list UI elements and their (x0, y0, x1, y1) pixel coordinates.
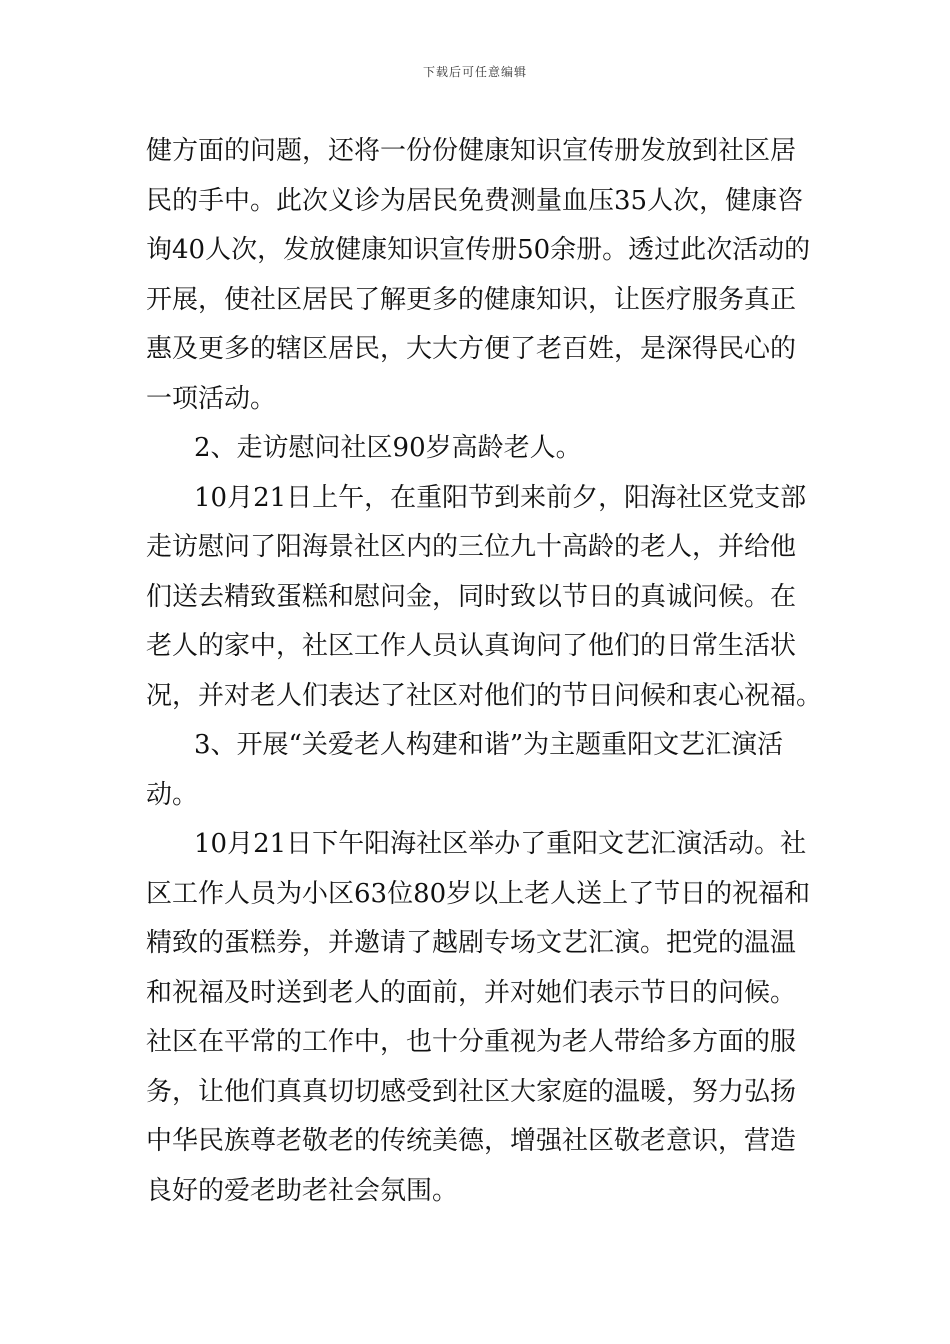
section-heading: 3、开展“关爱老人构建和谐”为主题重阳文艺汇演活 (194, 730, 784, 760)
text-line: 况，并对老人们表达了社区对他们的节日问候和衷心祝福。 (146, 680, 823, 711)
text-line: 动。 (146, 779, 199, 810)
paragraph-start: 10月21日上午，在重阳节到来前夕，阳海社区党支部 (194, 482, 807, 513)
text-line: 中华民族尊老敬老的传统美德，增强社区敬老意识，营造 (146, 1126, 797, 1156)
text-line: 一项活动。 (146, 383, 277, 414)
text-line: 良好的爱老助老社会氛围。 (146, 1175, 459, 1206)
text-line: 老人的家中，社区工作人员认真询问了他们的日常生活状 (146, 631, 797, 661)
section-heading: 2、走访慰问社区90岁高龄老人。 (194, 433, 582, 463)
text-line: 开展，使社区居民了解更多的健康知识，让医疗服务真正 (146, 284, 797, 315)
text-line: 们送去精致蛋糕和慰问金，同时致以节日的真诚问候。在 (146, 581, 797, 612)
text-line: 询40人次，发放健康知识宣传册50余册。透过此次活动的 (146, 235, 811, 265)
text-line: 精致的蛋糕券，并邀请了越剧专场文艺汇演。把党的温温 (146, 928, 797, 958)
text-line: 社区在平常的工作中，也十分重视为老人带给多方面的服 (146, 1027, 797, 1057)
text-line: 民的手中。此次义诊为居民免费测量血压35人次，健康咨 (146, 185, 804, 216)
text-line: 区工作人员为小区63位80岁以上老人送上了节日的祝福和 (146, 878, 811, 909)
text-line: 惠及更多的辖区居民，大大方便了老百姓，是深得民心的 (146, 334, 797, 364)
text-line: 和祝福及时送到老人的面前，并对她们表示节日的问候。 (146, 977, 797, 1008)
paragraph-start: 10月21日下午阳海社区举办了重阳文艺汇演活动。社 (194, 829, 807, 859)
text-line: 走访慰问了阳海景社区内的三位九十高龄的老人，并给他 (146, 532, 797, 562)
body-text (146, 127, 823, 1216)
page-header: 下载后可任意编辑 (422, 65, 527, 79)
text-line: 健方面的问题，还将一份份健康知识宣传册发放到社区居 (146, 136, 797, 166)
text-line: 务，让他们真真切切感受到社区大家庭的温暖，努力弘扬 (146, 1076, 797, 1107)
